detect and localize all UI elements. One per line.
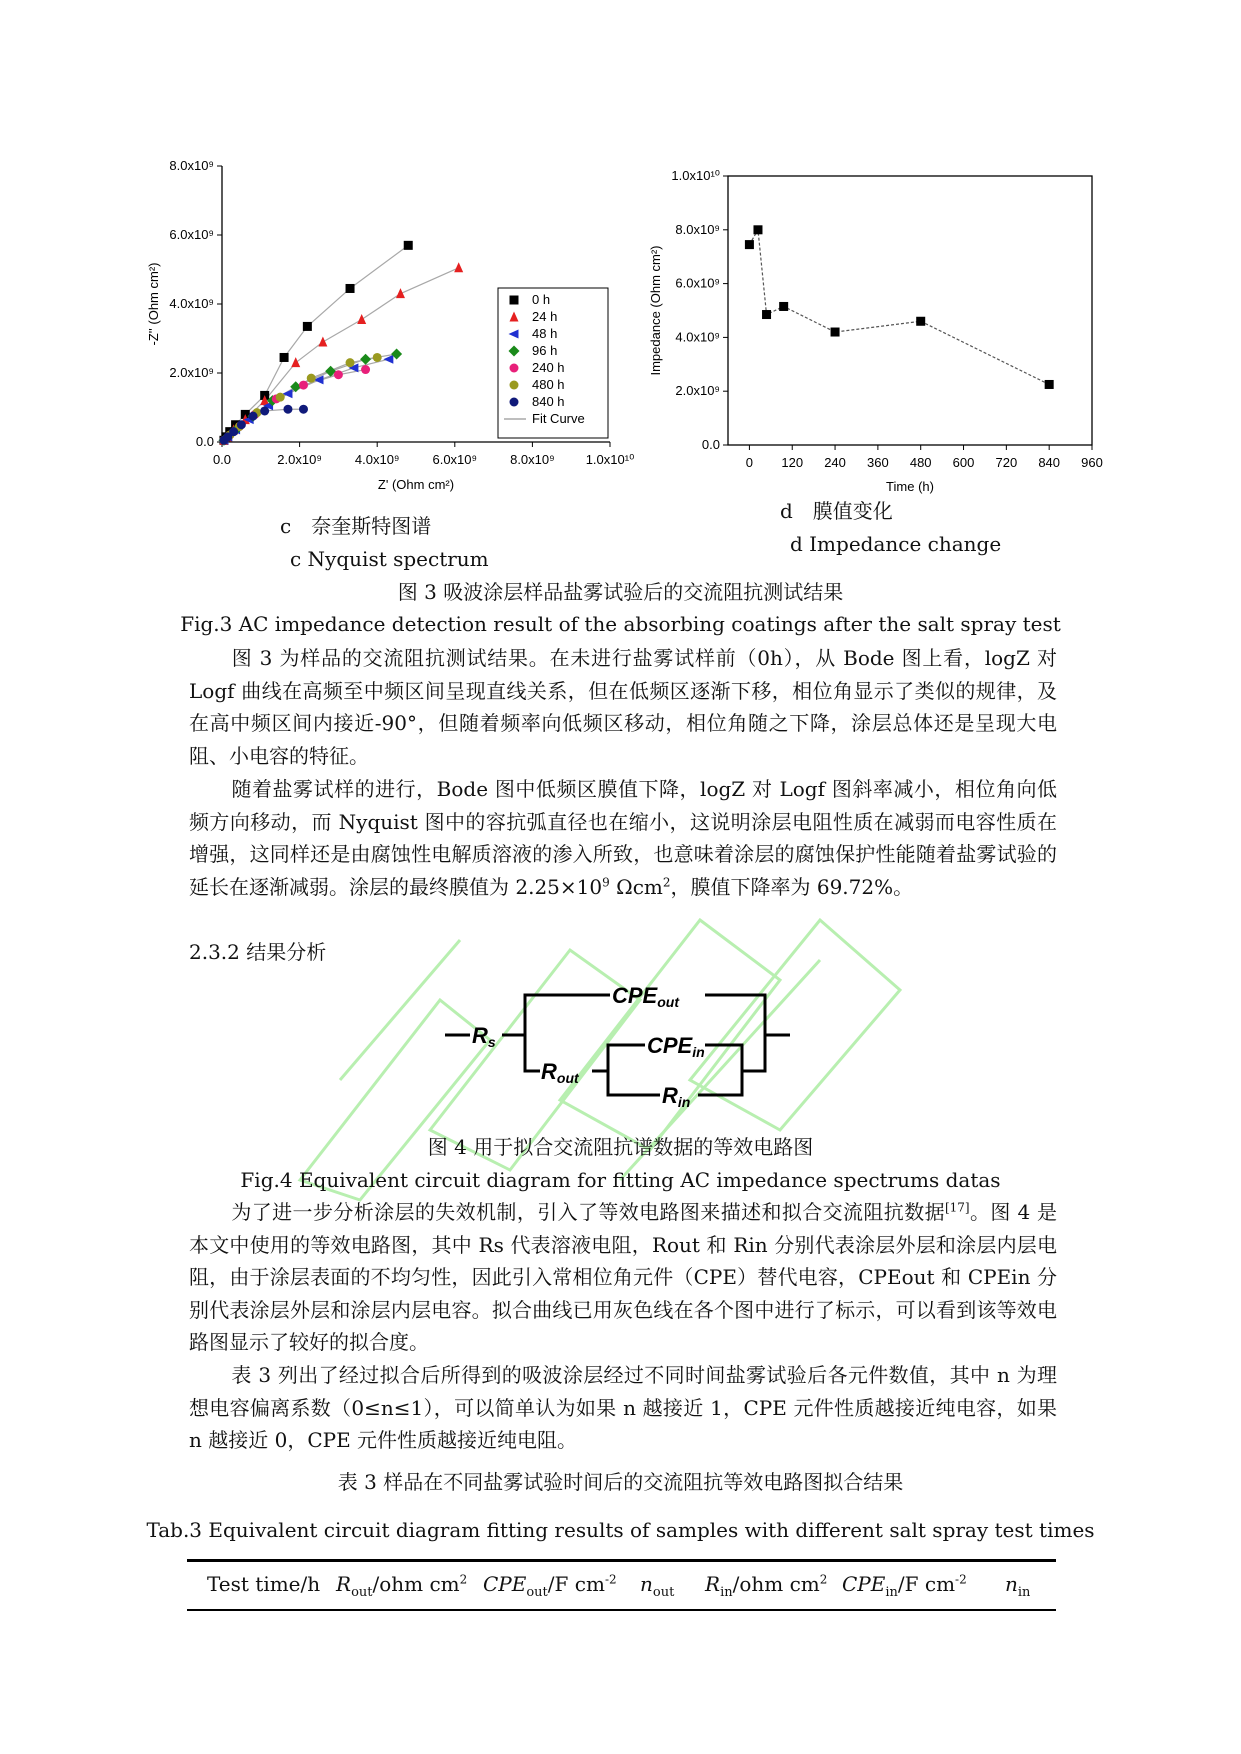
legend-label: 48 h [532, 326, 558, 341]
x-tick-label: 0 [745, 455, 754, 470]
x-tick-label: 240 [824, 455, 846, 470]
data-point [283, 405, 292, 414]
x-axis-label: Time (h) [886, 479, 934, 494]
data-point [307, 374, 316, 383]
data-point [249, 412, 258, 421]
fig4-caption-cn: 图 4 用于拟合交流阻抗谱数据的等效电路图 [427, 1135, 814, 1159]
legend-label: 0 h [532, 292, 551, 307]
rin-label: Rin [662, 1083, 691, 1110]
legend-label: 480 h [532, 377, 565, 392]
legend-label: Fit Curve [532, 411, 585, 426]
paragraph-2: 随着盐雾试样的进行，Bode 图中低频区膜值下降，logZ 对 Logf 图斜率减小，相位角向低频方向移动，而 Nyquist 图中的容抗弧直径也在缩小，这说明涂层电阻性质在减弱而电容性质在增强，这同样还是由腐蚀性电解质溶液的渗入所致，也意味着涂层的腐蚀保护性能随着盐雾试验的延长在逐渐减弱。涂层的最终膜值为 $2.25\times 10^9$ Ωcm$^2$，膜值下降率为 69.72%。 [189, 777, 1057, 899]
data-point [916, 317, 925, 326]
col-cpe-out: $CPE_{out}/F$ $cm^{-2}$ [483, 1572, 617, 1600]
col-cpe-in: $CPE_{in}/F$ $cm^{-2}$ [842, 1572, 967, 1600]
legend-marker [510, 381, 519, 390]
y-tick-label: 8.0x10⁹ [169, 158, 214, 173]
legend-marker [510, 398, 519, 407]
data-point [229, 427, 238, 436]
y-tick-label: 8.0x10⁹ [675, 221, 720, 237]
tab3-caption-en: Tab.3 Equivalent circuit diagram fitting results of samples with different salt spray test times [146, 1518, 1095, 1542]
data-point [303, 322, 312, 331]
data-point [299, 381, 308, 390]
caption-c-cn: c 奈奎斯特图谱 [280, 514, 432, 538]
y-tick-label: 6.0x10⁹ [675, 275, 720, 291]
cpe-out-label: CPEout [612, 983, 680, 1010]
impedance-chart [640, 160, 1110, 500]
fig3-caption-cn: 图 3 吸波涂层样品盐雾试验后的交流阻抗测试结果 [397, 580, 844, 604]
fit-curve [222, 370, 366, 442]
legend-marker [510, 296, 519, 305]
y-tick-label: 1.0x10¹⁰ [671, 168, 720, 183]
data-point [753, 225, 762, 234]
data-point [318, 336, 327, 346]
data-point [404, 241, 413, 250]
legend-label: 240 h [532, 360, 565, 375]
y-tick-label: 4.0x10⁹ [169, 296, 214, 311]
data-point [276, 393, 285, 402]
caption-d-cn: d 膜值变化 [780, 499, 893, 523]
data-point [1045, 380, 1054, 389]
x-tick-label: 8.0x10⁹ [510, 452, 555, 467]
equivalent-circuit [440, 975, 800, 1115]
results-table [187, 1559, 1056, 1611]
x-tick-label: 360 [867, 455, 889, 470]
data-point [396, 288, 405, 298]
data-point [346, 358, 355, 367]
cpe-in-label: CPEin [647, 1033, 705, 1060]
y-tick-label: 2.0x10⁹ [675, 383, 720, 399]
caption-c-en: c Nyquist spectrum [290, 547, 489, 571]
rout-label: Rout [541, 1059, 579, 1086]
legend-label: 24 h [532, 309, 558, 324]
y-tick-label: 6.0x10⁹ [169, 227, 214, 242]
y-axis-label: -Z'' (Ohm cm²) [146, 262, 161, 346]
data-point [291, 357, 300, 367]
data-point [360, 354, 371, 365]
y-axis-label: Impedance (Ohm cm²) [648, 245, 663, 376]
col-rin: $R_{in}$/ohm $cm^2$ [705, 1572, 828, 1600]
data-point [346, 284, 355, 293]
x-tick-label: 480 [909, 455, 932, 470]
col-rout: $R_{out}$/ohm $cm^2$ [336, 1572, 468, 1600]
data-point [454, 262, 463, 272]
data-point [779, 302, 788, 311]
data-point [831, 328, 840, 337]
col-n-in: $n_{in}$ [1005, 1572, 1031, 1600]
fit-curve [222, 354, 397, 442]
data-point [357, 314, 366, 324]
fig3-caption-en: Fig.3 AC impedance detection result of the absorbing coatings after the salt spray test [180, 612, 1061, 636]
x-tick-label: 720 [995, 455, 1018, 470]
series-line [749, 230, 1049, 385]
x-tick-label: 0.0 [212, 452, 232, 467]
legend-marker [510, 364, 519, 373]
data-point [334, 370, 343, 379]
legend-label: 96 h [532, 343, 558, 358]
data-point [762, 310, 771, 319]
y-tick-label: 2.0x10⁹ [169, 365, 214, 380]
y-tick-label: 0.0 [701, 437, 720, 452]
data-point [373, 353, 382, 362]
data-point [280, 353, 289, 362]
x-axis-label: Z' (Ohm cm²) [377, 477, 455, 492]
tab3-caption-cn: 表 3 样品在不同盐雾试验时间后的交流阻抗等效电路图拟合结果 [337, 1470, 904, 1494]
paragraph-3: 为了进一步分析涂层的失效机制，引入了等效电路图来描述和拟合交流阻抗数据[17]。图 4 是本文中使用的等效电路图，其中 Rs 代表溶液电阻，Rout 和 Rin 分别代表涂层外层和涂层内层电阻，由于涂层表面的不均匀性，因此引入常相位角元件（CPE）替代电容，CPEout 和 CPEin 分别代表涂层外层和涂层内层电容。拟合曲线已用灰色线在各个图中进行了标示，可以看到该等效电路图显示了较好的拟合度。 [189, 1200, 1057, 1354]
data-point [745, 240, 754, 249]
y-tick-label: 4.0x10⁹ [675, 329, 720, 345]
x-tick-label: 4.0x10⁹ [354, 452, 400, 467]
nyquist-plot [140, 150, 640, 505]
data-point [237, 420, 246, 429]
x-tick-label: 2.0x10⁹ [277, 452, 322, 467]
x-tick-label: 600 [952, 455, 975, 470]
impedance-plot [640, 160, 1110, 500]
x-tick-label: 6.0x10⁹ [432, 452, 478, 467]
col-test-time: Test time/h [207, 1572, 321, 1596]
legend-label: 840 h [532, 394, 565, 409]
rs-label: Rs [472, 1023, 496, 1050]
nyquist-chart [140, 150, 640, 505]
paragraph-1: 图 3 为样品的交流阻抗测试结果。在未进行盐雾试样前（0h），从 Bode 图上看，logZ 对 Logf 曲线在高频至中频区间呈现直线关系，但在低频区逐渐下移，相位角显示了类似的规律，及在高中频区间内接近-90°，但随着频率向低频区移动，相位角随之下降，涂层总体还是呈现大电阻、小电容的特征。 [189, 646, 1057, 768]
paragraph-4: 表 3 列出了经过拟合后所得到的吸波涂层经过不同时间盐雾试验后各元件数值，其中 n 为理想电容偏离系数（0≤n≤1），可以简单认为如果 n 越接近 1，CPE 元件性质越接近纯电容，如果 n 越接近 0，CPE 元件性质越接近纯电阻。 [189, 1363, 1057, 1452]
data-point [361, 365, 370, 374]
x-tick-label: 1.0x10¹⁰ [585, 452, 635, 467]
x-tick-label: 840 [1038, 455, 1061, 470]
col-n-out: $n_{out}$ [640, 1572, 675, 1600]
fig4-caption-en: Fig.4 Equivalent circuit diagram for fitting AC impedance spectrums datas [240, 1168, 1001, 1192]
y-tick-label: 0.0 [195, 434, 214, 449]
data-point [260, 406, 269, 415]
x-tick-label: 120 [781, 455, 804, 470]
fit-curve [222, 245, 408, 442]
section-heading: 2.3.2 结果分析 [189, 940, 327, 964]
x-tick-label: 960 [1081, 455, 1103, 470]
data-point [299, 405, 308, 414]
caption-d-en: d Impedance change [790, 532, 1002, 556]
